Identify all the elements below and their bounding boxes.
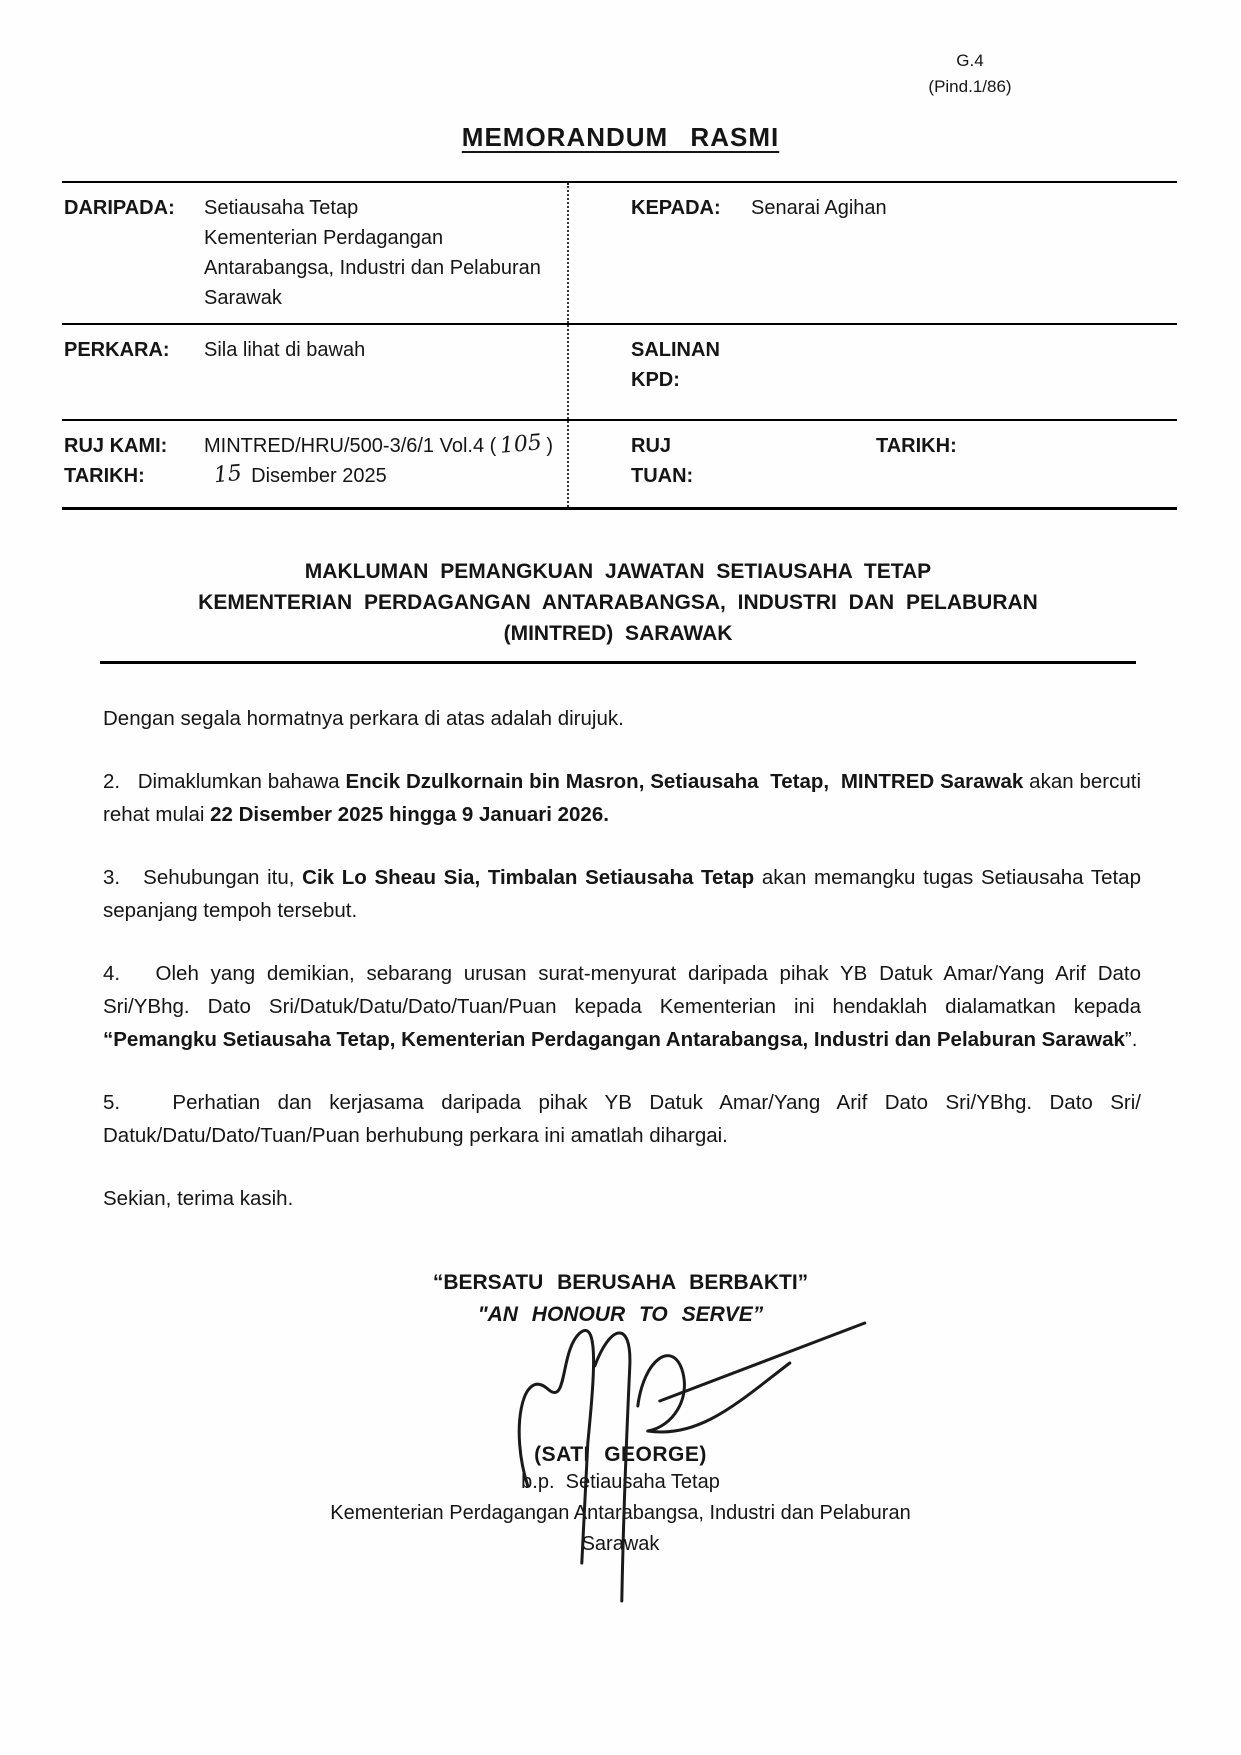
tarikh-kami-value [204, 461, 387, 491]
daripada-line-1: Setiausaha Tetap [204, 197, 359, 219]
perkara-value: Sila lihat di bawah [204, 339, 366, 361]
salinan-cell [567, 325, 1177, 419]
form-code-block [905, 48, 1035, 100]
daripada-line-2: Kementerian Perdagangan [204, 227, 444, 249]
paragraph-4-text: 4. Oleh yang demikian, sebarang urusan surat-menyurat daripada pihak YB Datuk Amar/Yang Arif Dato Sri/YBhg. Dato Sri/Datuk/Datu/Dato/Tuan/Puan kepada Kementerian ini hendaklah dialamatkan kepada [103, 962, 1141, 1018]
tarikh-kami-label: TARIKH: [64, 465, 145, 487]
signatory-org-line1: Kementerian Perdagangan Antarabangsa, Industri dan Pelaburan [330, 1502, 911, 1524]
ruj-kami-prefix: MINTRED/HRU/500-3/6/1 Vol.4 ( [204, 435, 497, 457]
paragraph-2 [103, 765, 1141, 831]
tarikh-tuan-label: TARIKH: [876, 435, 957, 457]
paragraph-3-text-2: akan memangku tugas Setiausaha Tetap sepanjang tempoh tersebut. [103, 866, 1141, 922]
form-revision: (Pind.1/86) [928, 77, 1012, 96]
signatory-role: b.p. Setiausaha Tetap [521, 1471, 720, 1493]
paragraph-3-bold-name: Cik Lo Sheau Sia, Timbalan Setiausaha Tetap [302, 866, 755, 889]
ruj-kami-handwritten-number: 105 [499, 430, 544, 459]
paragraph-5: 5. Perhatian dan kerjasama daripada pihak YB Datuk Amar/Yang Arif Dato Sri/YBhg. Dato Sri/ Datuk/Datu/Dato/Tuan/Puan berhubung perkara ini amatlah dihargai. [103, 1091, 1141, 1147]
table-row-ruj-tarikh [62, 419, 1177, 507]
subject-line-2: KEMENTERIAN PERDAGANGAN ANTARABANGSA, INDUSTRI DAN PELABURAN [198, 591, 1038, 614]
signature-space [0, 1351, 1241, 1443]
ruj-tuan-label-line1: RUJ [631, 435, 672, 457]
paragraph-2-bold-name: Encik Dzulkornain bin Masron, Setiausaha Tetap, MINTRED Sarawak [345, 770, 1024, 793]
salinan-label-line1: SALINAN [631, 339, 720, 361]
signature-block [0, 1351, 1241, 1560]
daripada-line-4: Sarawak [204, 287, 282, 309]
document-title: MEMORANDUM RASMI [461, 122, 780, 152]
ruj-tuan-label-line2: TUAN: [631, 465, 694, 487]
tarikh-kami-text: Disember 2025 [251, 465, 387, 487]
paragraph-2-bold-dates: 22 Disember 2025 hingga 9 Januari 2026. [210, 803, 609, 826]
signatory-org-line2: Sarawak [581, 1533, 660, 1555]
daripada-value [204, 193, 541, 313]
kepada-value: Senarai Agihan [751, 197, 887, 219]
perkara-cell [62, 325, 567, 419]
subject-heading [100, 556, 1136, 664]
memo-body [103, 702, 1141, 1215]
ruj-kami-value [204, 431, 553, 461]
tarikh-kami-row [64, 461, 561, 491]
kepada-label: KEPADA: [631, 197, 721, 219]
motto-line-2: "AN HONOUR TO SERVE” [477, 1303, 764, 1326]
signatory-name: (SATI GEORGE) [534, 1443, 707, 1466]
table-row-daripada-kepada [62, 183, 1177, 323]
closing-line: Sekian, terima kasih. [103, 1187, 294, 1210]
ruj-kami-row [64, 431, 561, 461]
subject-line-3: (MINTRED) SARAWAK [503, 622, 733, 645]
daripada-cell [62, 183, 567, 323]
memo-header-table [62, 181, 1177, 510]
table-row-perkara-salinan [62, 323, 1177, 419]
ruj-tuan-cell [567, 421, 1177, 507]
motto-block [0, 1267, 1241, 1331]
salinan-label-line2: KPD: [631, 369, 680, 391]
motto-line-1: “BERSATU BERUSAHA BERBAKTI” [432, 1271, 809, 1294]
kepada-cell [567, 183, 1177, 323]
tarikh-handwritten-day: 15 [212, 460, 243, 489]
ruj-kami-suffix: ) [546, 435, 553, 457]
ruj-tuan-labels [631, 431, 876, 497]
paragraph-4-text-2: ”. [1124, 1028, 1138, 1051]
paragraph-3-text: 3. Sehubungan itu, [103, 866, 303, 889]
paragraph-2-text-2: akan bercuti rehat mulai [103, 770, 1142, 826]
form-code: G.4 [956, 51, 984, 70]
paragraph-3 [103, 861, 1141, 927]
subject-line-1: MAKLUMAN PEMANGKUAN JAWATAN SETIAUSAHA TETAP [304, 560, 932, 583]
perkara-label: PERKARA: [64, 339, 170, 361]
paragraph-2-text: 2. Dimaklumkan bahawa [103, 770, 346, 793]
ruj-kami-label: RUJ KAMI: [64, 435, 168, 457]
paragraph-1: Dengan segala hormatnya perkara di atas adalah dirujuk. [103, 707, 624, 730]
paragraph-4-bold-quote: “Pemangku Setiausaha Tetap, Kementerian Perdagangan Antarabangsa, Industri dan Pelaburan Sarawak [103, 1028, 1125, 1051]
daripada-label: DARIPADA: [64, 197, 175, 219]
ruj-kami-cell [62, 421, 567, 507]
paragraph-4 [103, 957, 1141, 1056]
daripada-line-3: Antarabangsa, Industri dan Pelaburan [204, 257, 541, 279]
